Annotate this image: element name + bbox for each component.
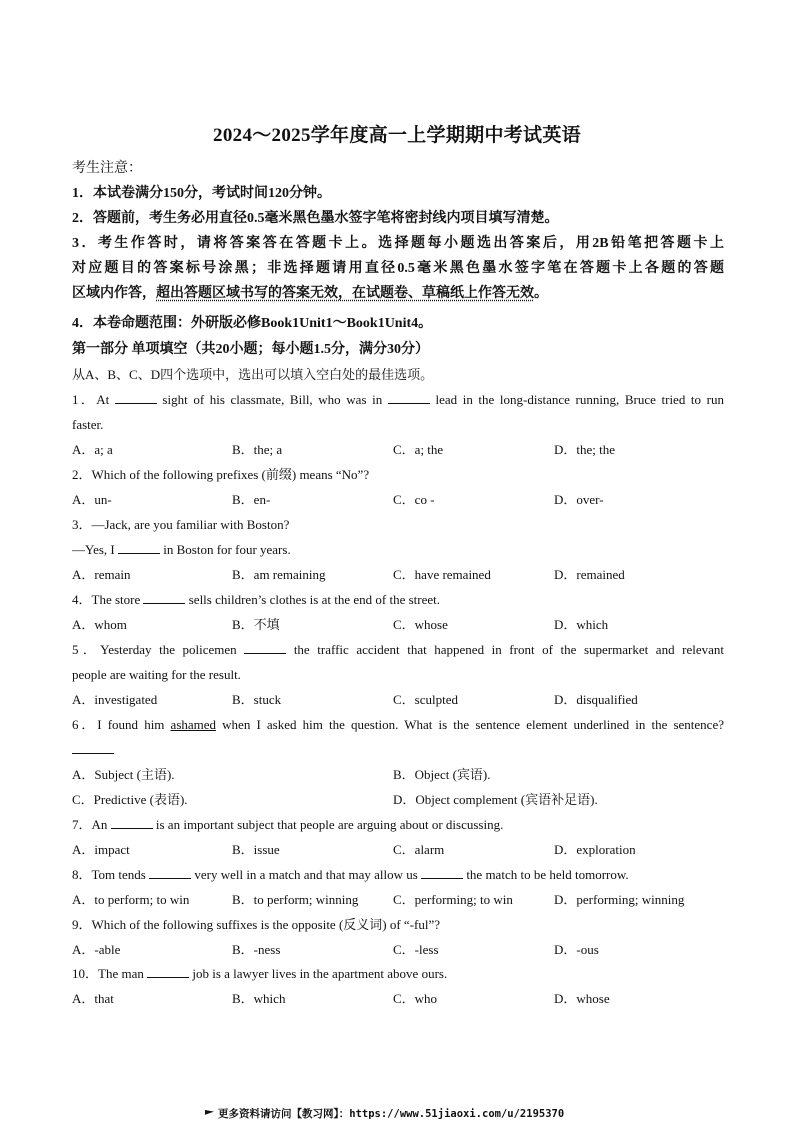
option-d: D．the; the <box>554 442 616 457</box>
question-10-options <box>72 988 732 1010</box>
question-6-options-row-1 <box>72 764 732 786</box>
footer-text: 更多资料请访问【教习网】：https://www.51jiaoxi.com/u/2195370 <box>218 1108 565 1120</box>
question-3-reply <box>72 539 724 561</box>
flag-icon <box>205 1110 214 1118</box>
question-text: 6．I found him <box>72 717 171 732</box>
question-text: 10．The man <box>72 966 148 981</box>
notice-item-3-line-1: 3．考生作答时，请将答案答在答题卡上。选择题每小题选出答案后，用2B铅笔把答题卡上 <box>72 236 724 251</box>
question-text: job is a lawyer lives in the apartment above ours. <box>189 966 448 981</box>
answer-blank <box>421 865 463 879</box>
notice-item-1: 1．本试卷满分150分，考试时间120分钟。 <box>72 186 331 201</box>
option-d: D．exploration <box>554 842 636 857</box>
option-c: C．alarm <box>393 842 445 857</box>
question-text: the match to be held tomorrow. <box>463 867 629 882</box>
option-c: C．co - <box>393 492 435 507</box>
question-8 <box>72 864 724 886</box>
notice-text: 区域内作答， <box>72 286 156 301</box>
option-d: D．which <box>554 617 609 632</box>
answer-blank <box>72 740 114 754</box>
question-text: 4．The store <box>72 592 144 607</box>
option-a: A．a; a <box>72 442 113 457</box>
question-5 <box>72 639 724 661</box>
option-b: B．不填 <box>232 617 280 632</box>
answer-blank <box>147 964 189 978</box>
question-text: 7．An <box>72 817 111 832</box>
question-3-options <box>72 564 732 586</box>
question-text: sight of his classmate, Bill, who was in <box>156 392 388 407</box>
question-text: —Yes, I <box>72 542 118 557</box>
option-d: D．remained <box>554 567 625 582</box>
section-heading: 第一部分 单项填空（共20小题；每小题1.5分，满分30分） <box>72 342 429 357</box>
question-6 <box>72 714 724 736</box>
notice-item-3-line-2: 对应题目的答案标号涂黑；非选择题请用直径0.5毫米黑色墨水签字笔在答题卡上各题的答题 <box>72 261 724 276</box>
option-b: B．the; a <box>232 442 283 457</box>
answer-blank <box>111 815 153 829</box>
notice-heading: 考生注意： <box>72 161 142 176</box>
answer-blank <box>118 540 160 554</box>
option-c: C．who <box>393 991 438 1006</box>
option-b: B．which <box>232 991 286 1006</box>
option-a: A．-able <box>72 942 121 957</box>
question-text: the traffic accident that happened in front of the supermarket and relevant <box>286 642 724 657</box>
question-1-options <box>72 439 732 461</box>
question-8-options <box>72 889 732 911</box>
question-3: 3．—Jack, are you familiar with Boston? <box>72 517 290 532</box>
answer-blank <box>115 390 157 404</box>
question-4 <box>72 589 724 611</box>
section-instruction: 从A、B、C、D四个选项中，选出可以填入空白处的最佳选项。 <box>72 367 434 382</box>
notice-emphasis: 超出答题区域书写的答案无效，在试题卷、草稿纸上作答无效 <box>156 286 534 301</box>
option-a: A．investigated <box>72 692 158 707</box>
option-c: C．have remained <box>393 567 491 582</box>
answer-blank <box>388 390 430 404</box>
option-d: D．over- <box>554 492 604 507</box>
question-5-continued: people are waiting for the result. <box>72 667 241 682</box>
option-c: C．-less <box>393 942 439 957</box>
answer-blank <box>244 640 286 654</box>
option-b: B．en- <box>232 492 271 507</box>
option-d: D．disqualified <box>554 692 638 707</box>
option-b: B．to perform; winning <box>232 892 359 907</box>
option-b: B．issue <box>232 842 280 857</box>
question-2: 2．Which of the following prefixes (前缀) means “No”? <box>72 467 370 482</box>
question-text: lead in the long-distance running, Bruce tried to run <box>429 392 724 407</box>
notice-item-4: 4．本卷命题范围：外研版必修Book1Unit1～Book1Unit4。 <box>72 316 433 331</box>
question-7-options <box>72 839 732 861</box>
option-b: B．Object (宾语). <box>393 767 491 782</box>
option-d: D．Object complement (宾语补足语). <box>393 792 598 807</box>
notice-item-3-line-3 <box>72 283 724 305</box>
question-text: is an important subject that people are arguing about or discussing. <box>152 817 504 832</box>
option-b: B．am remaining <box>232 567 326 582</box>
question-text: very well in a match and that may allow us <box>191 867 422 882</box>
option-c: C．a; the <box>393 442 444 457</box>
question-text: sells children’s clothes is at the end of the street. <box>185 592 440 607</box>
option-c: C．whose <box>393 617 448 632</box>
question-7 <box>72 814 724 836</box>
notice-item-2: 2．答题前，考生务必用直径0.5毫米黑色墨水签字笔将密封线内项目填写清楚。 <box>72 211 559 226</box>
option-d: D．-ous <box>554 942 599 957</box>
footer-link[interactable] <box>205 1106 564 1121</box>
option-c: C．Predictive (表语). <box>72 792 188 807</box>
option-a: A．to perform; to win <box>72 892 190 907</box>
option-c: C．performing; to win <box>393 892 513 907</box>
notice-text: 。 <box>534 286 548 301</box>
option-a: A．that <box>72 991 114 1006</box>
answer-blank <box>149 865 191 879</box>
option-a: A．impact <box>72 842 130 857</box>
question-text: in Boston for four years. <box>160 542 291 557</box>
option-d: D．whose <box>554 991 610 1006</box>
answer-blank <box>143 590 185 604</box>
exam-title: 2024～2025学年度高一上学期期中考试英语 <box>213 125 581 146</box>
question-text: 5．Yesterday the policemen <box>72 642 245 657</box>
option-b: B．stuck <box>232 692 282 707</box>
question-6-continued <box>72 739 724 761</box>
option-a: A．remain <box>72 567 131 582</box>
question-text: 8．Tom tends <box>72 867 150 882</box>
option-c: C．sculpted <box>393 692 458 707</box>
question-9: 9．Which of the following suffixes is the opposite (反义词) of “-ful”? <box>72 917 441 932</box>
option-b: B．-ness <box>232 942 281 957</box>
question-text: when I asked him the question. What is the sentence element underlined in the sentence? <box>216 717 724 732</box>
question-9-options <box>72 939 732 961</box>
question-4-options <box>72 614 732 636</box>
option-a: A．whom <box>72 617 127 632</box>
question-10 <box>72 963 724 985</box>
question-text: 1．At <box>72 392 115 407</box>
option-d: D．performing; winning <box>554 892 685 907</box>
question-5-options <box>72 689 732 711</box>
question-6-options-row-2 <box>72 789 732 811</box>
question-1-continued: faster. <box>72 417 104 432</box>
question-1 <box>72 389 724 411</box>
option-a: A．un- <box>72 492 112 507</box>
question-2-options <box>72 489 732 511</box>
option-a: A．Subject (主语). <box>72 767 175 782</box>
underlined-word: ashamed <box>170 717 217 732</box>
